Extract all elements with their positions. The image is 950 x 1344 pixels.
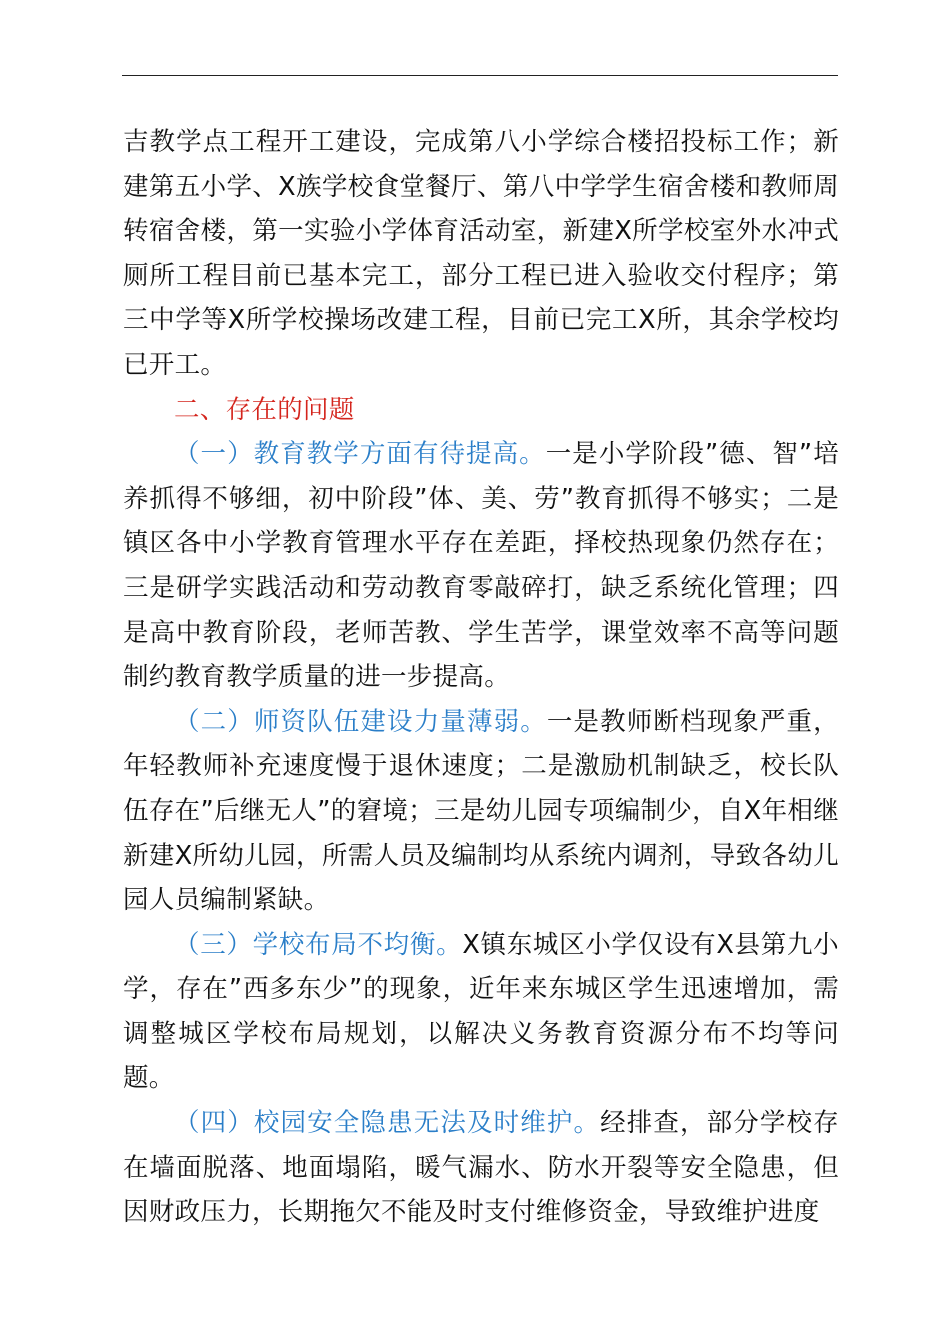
paragraph-continued bbox=[123, 120, 839, 388]
paragraph-campus-safety bbox=[123, 1101, 839, 1235]
paragraph-teacher-staffing bbox=[123, 700, 839, 923]
paragraph-text: X镇东城区小学仅设有X县第九小学，存在”西多东少”的现象，近年来东城区学生迅速增加，需调整城区学校布局规划，以解决义务教育资源分布不均等问题。 bbox=[123, 929, 839, 1094]
paragraph-teaching-quality bbox=[123, 432, 839, 700]
subheading-campus-safety: （四）校园安全隐患无法及时维护。 bbox=[174, 1108, 601, 1139]
section-heading-problems bbox=[123, 388, 839, 433]
paragraph-text: 一是小学阶段”德、智”培养抓得不够细，初中阶段”体、美、劳”教育抓得不够实；二是镇区各中小学教育管理水平存在差距，择校热现象仍然存在；三是研学实践活动和劳动教育零敲碎打，缺乏系统化管理；四是高中教育阶段，老师苦教、学生苦学，课堂效率不高等问题制约教育教学质量的进一步提高。 bbox=[123, 439, 839, 693]
subheading-school-layout: （三）学校布局不均衡。 bbox=[174, 929, 463, 960]
paragraph-text: 经排查，部分学校存在墙面脱落、地面塌陷，暖气漏水、防水开裂等安全隐患，但因财政压力，长期拖欠不能及时支付维修资金，导致维护进度 bbox=[123, 1108, 839, 1228]
document-body bbox=[123, 120, 839, 1235]
subheading-teaching-quality: （一）教育教学方面有待提高。 bbox=[174, 439, 546, 470]
header-rule bbox=[122, 75, 838, 76]
subheading-teacher-staffing: （二）师资队伍建设力量薄弱。 bbox=[174, 706, 547, 737]
section-title: 二、存在的问题 bbox=[174, 394, 355, 425]
paragraph-text: 一是教师断档现象严重，年轻教师补充速度慢于退休速度；二是激励机制缺乏，校长队伍存在”后继无人”的窘境；三是幼儿园专项编制少，自X年相继新建X所幼儿园，所需人员及编制均从系统内调剂，导致各幼儿园人员编制紧缺。 bbox=[123, 706, 839, 916]
paragraph-text: 吉教学点工程开工建设，完成第八小学综合楼招投标工作；新建第五小学、X族学校食堂餐厅、第八中学学生宿舍楼和教师周转宿舍楼，第一实验小学体育活动室，新建X所学校室外水冲式厕所工程目前已基本完工，部分工程已进入验收交付程序；第三中学等X所学校操场改建工程，目前已完工X所，其余学校均已开工。 bbox=[123, 127, 839, 380]
paragraph-school-layout bbox=[123, 923, 839, 1101]
